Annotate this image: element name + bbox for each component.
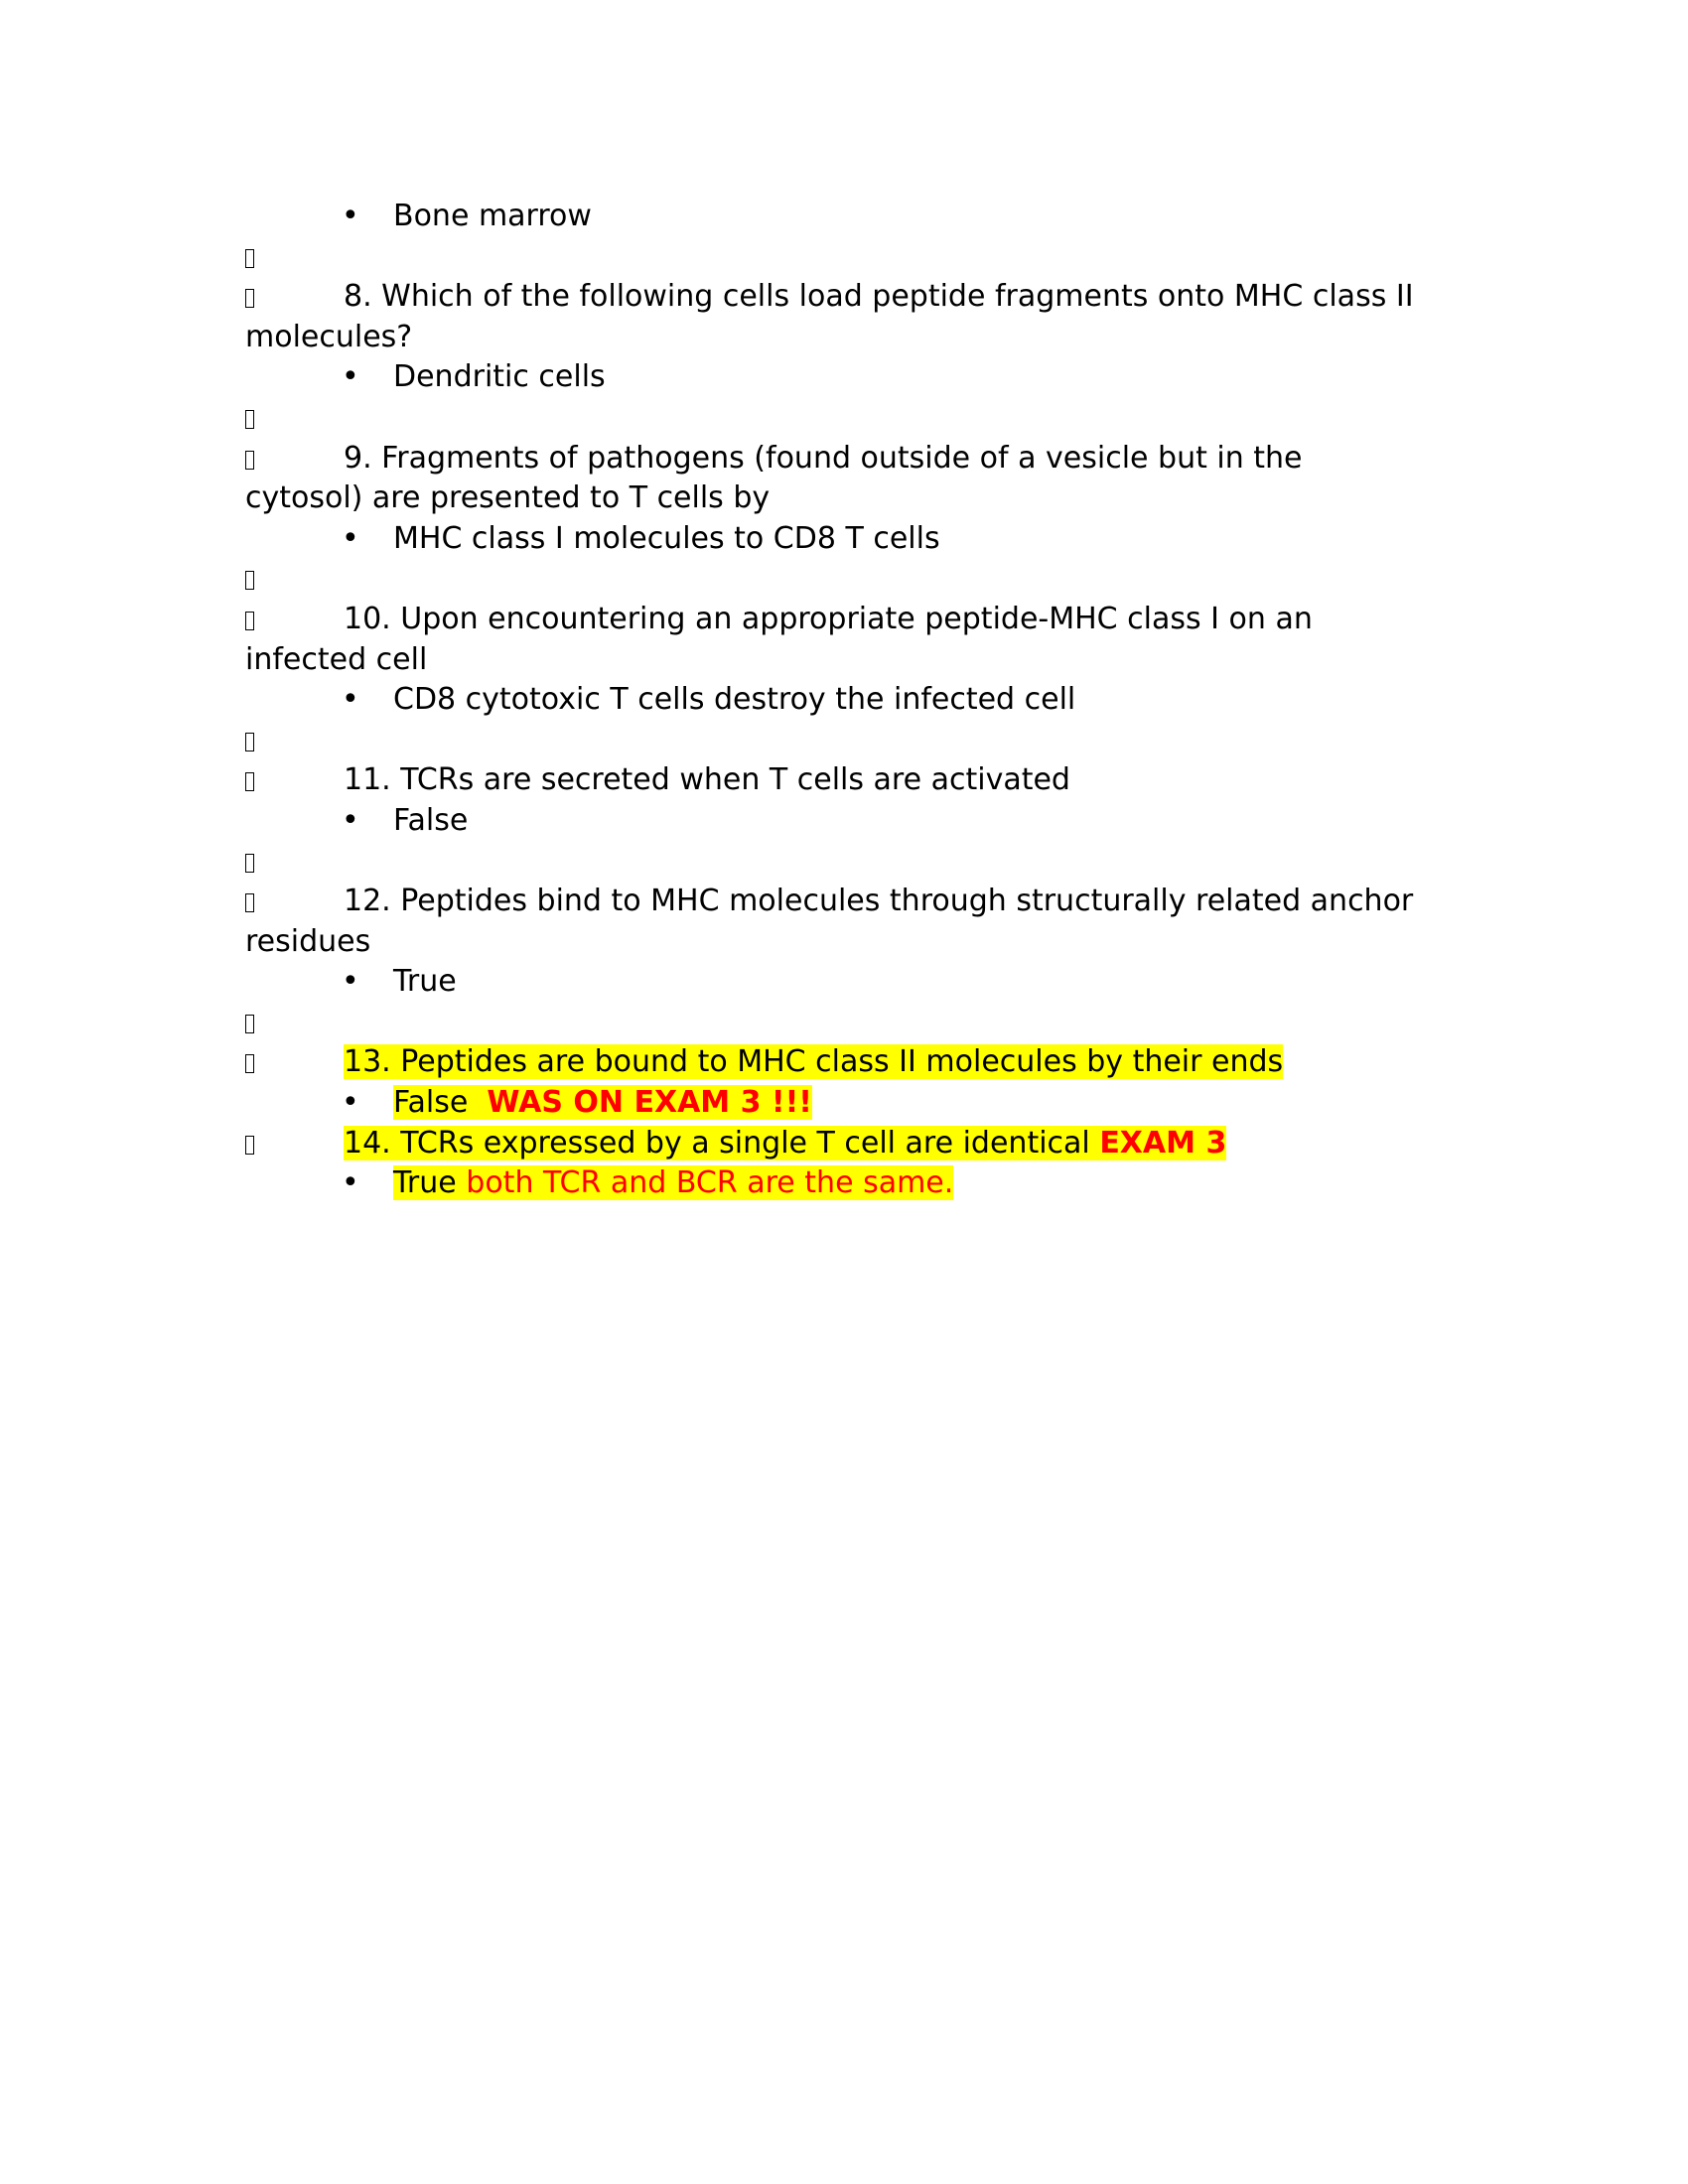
question-text: 13. Peptides are bound to MHC class II molecules by their ends xyxy=(344,1044,1284,1080)
question-text: 14. TCRs expressed by a single T cell are identical xyxy=(344,1125,1090,1160)
answer-12 xyxy=(245,962,1417,1003)
bullet-icon: • xyxy=(342,199,359,233)
question-text: 8. Which of the following cells load peptide fragments onto MHC class II molecules? xyxy=(245,279,1414,354)
question-13 xyxy=(245,1042,1417,1083)
missing-glyph-icon xyxy=(245,1015,254,1033)
empty-line xyxy=(245,559,1417,600)
question-12 xyxy=(245,882,1417,962)
missing-glyph-icon xyxy=(245,854,254,873)
answer-text: Bone marrow xyxy=(393,199,592,233)
question-text: 11. TCRs are secreted when T cells are activated xyxy=(344,762,1070,798)
answer-13 xyxy=(245,1083,1417,1124)
question-text: 12. Peptides bind to MHC molecules through structurally related anchor residues xyxy=(245,884,1414,959)
empty-line xyxy=(245,842,1417,883)
answer-text: CD8 cytotoxic T cells destroy the infected cell xyxy=(393,682,1076,718)
missing-glyph-icon xyxy=(245,772,254,791)
answer-9 xyxy=(245,519,1417,560)
bullet-icon: • xyxy=(342,1085,359,1121)
missing-glyph-icon xyxy=(245,289,254,308)
answer-14 xyxy=(245,1163,1417,1204)
answer-text: False xyxy=(393,1085,469,1121)
answer-text: MHC class I molecules to CD8 T cells xyxy=(393,520,940,556)
bullet-icon: • xyxy=(342,964,359,1000)
answer-text: Dendritic cells xyxy=(393,359,606,395)
question-11 xyxy=(245,760,1417,801)
exam-note: WAS ON EXAM 3 !!! xyxy=(487,1085,812,1121)
answer-note: both TCR and BCR are the same. xyxy=(466,1165,954,1201)
question-8 xyxy=(245,277,1417,357)
missing-glyph-icon xyxy=(245,249,254,268)
answer-10 xyxy=(245,680,1417,721)
document-body xyxy=(245,197,1417,1204)
missing-glyph-icon xyxy=(245,571,254,590)
bullet-icon: • xyxy=(342,682,359,718)
empty-line xyxy=(245,721,1417,761)
missing-glyph-icon xyxy=(245,1054,254,1073)
answer-text: True xyxy=(393,964,457,1000)
missing-glyph-icon xyxy=(245,1136,254,1155)
answer-7 xyxy=(245,197,1417,237)
answer-text: True xyxy=(393,1165,457,1201)
bullet-icon: • xyxy=(342,1165,359,1201)
empty-line xyxy=(245,237,1417,278)
answer-text: False xyxy=(393,802,469,838)
missing-glyph-icon xyxy=(245,451,254,470)
missing-glyph-icon xyxy=(245,893,254,912)
exam-note: EXAM 3 xyxy=(1099,1125,1227,1160)
bullet-icon: • xyxy=(342,520,359,556)
missing-glyph-icon xyxy=(245,612,254,630)
question-10 xyxy=(245,600,1417,680)
missing-glyph-icon xyxy=(245,410,254,429)
question-text: 10. Upon encountering an appropriate peptide-MHC class I on an infected cell xyxy=(245,601,1313,677)
bullet-icon: • xyxy=(342,359,359,395)
missing-glyph-icon xyxy=(245,733,254,751)
question-9 xyxy=(245,439,1417,519)
empty-line xyxy=(245,398,1417,439)
answer-8 xyxy=(245,357,1417,398)
question-14 xyxy=(245,1124,1417,1164)
question-text: 9. Fragments of pathogens (found outside of a vesicle but in the cytosol) are presented to T cells by xyxy=(245,440,1303,516)
answer-11 xyxy=(245,801,1417,842)
bullet-icon: • xyxy=(342,802,359,838)
empty-line xyxy=(245,1003,1417,1043)
